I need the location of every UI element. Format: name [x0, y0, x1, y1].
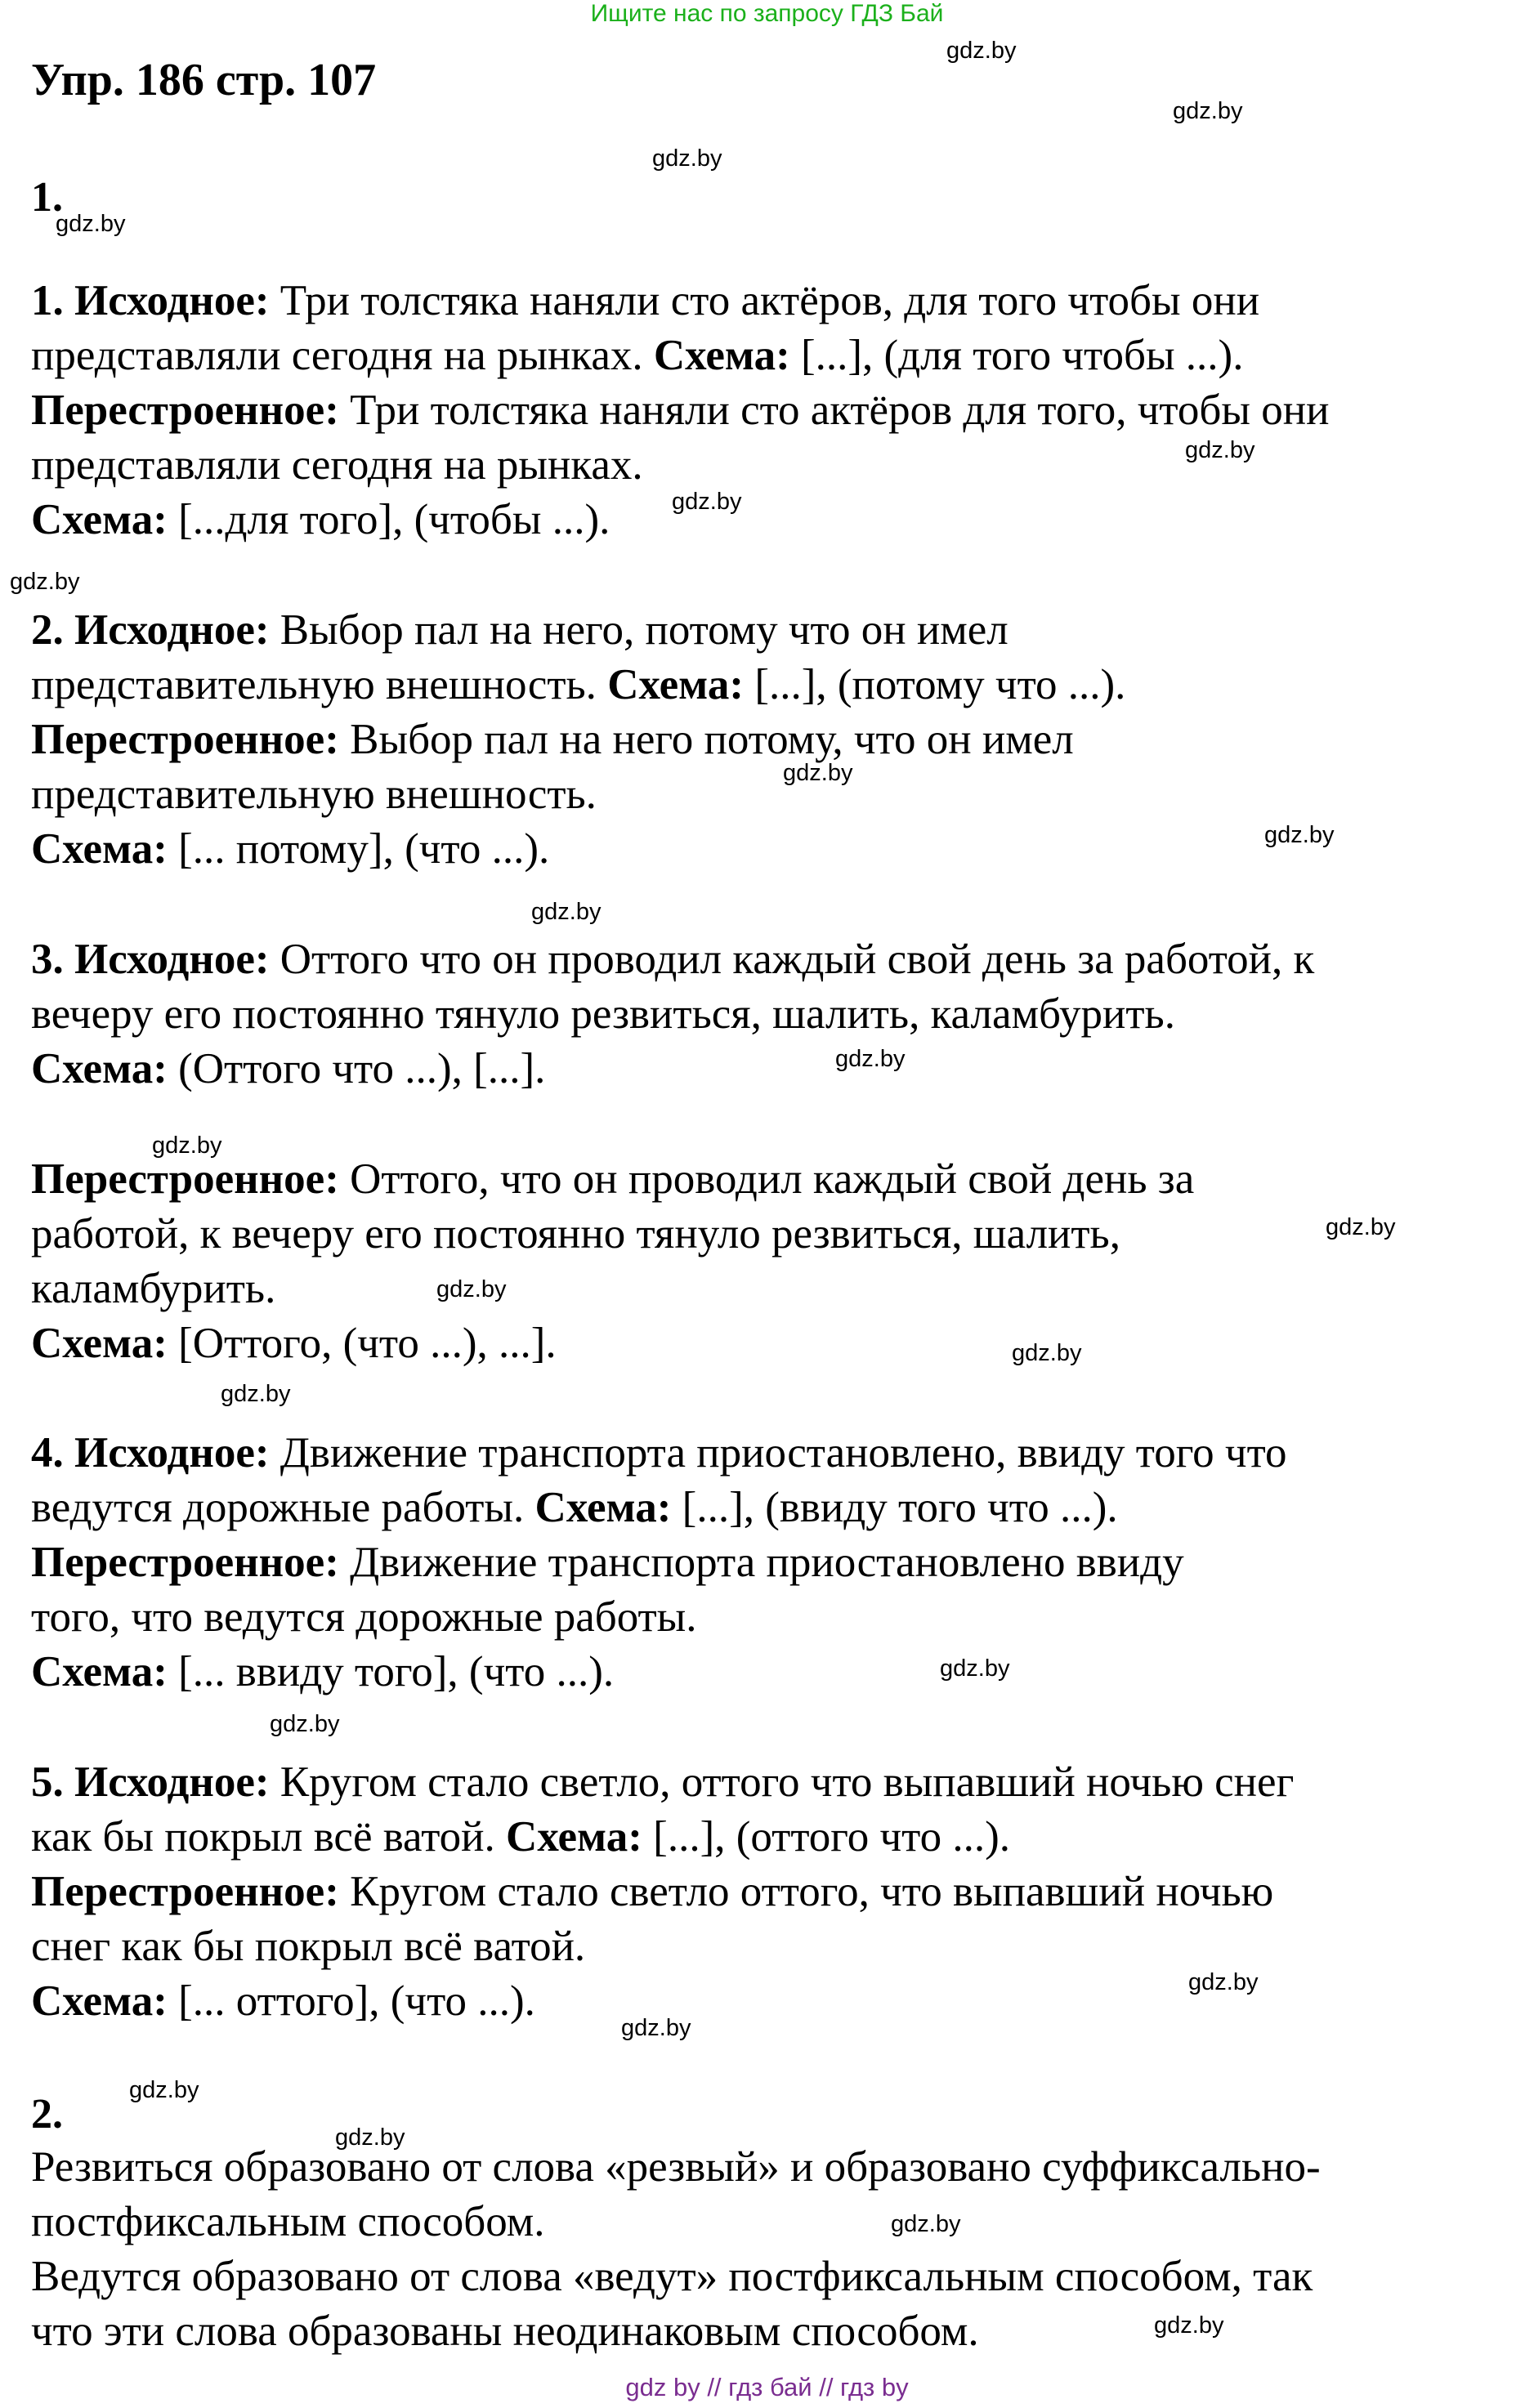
rebuilt-label: Перестроенное: [31, 1868, 339, 1915]
watermark: gdz.by [652, 145, 722, 172]
text: вечеру его постоянно тянуло резвиться, шалить, каламбурить. [31, 990, 1175, 1038]
text: Оттого что он проводил каждый свой день за работой, к [269, 936, 1315, 983]
item-number: 4. [31, 1429, 64, 1477]
item-number: 2. [31, 606, 64, 654]
item-4-original-line-1 [31, 1429, 1287, 1477]
part-2-line-2: постфиксальным способом. [31, 2198, 545, 2245]
part-2-line-1: Резвиться образовано от слова «резвый» и образовано суффиксально- [31, 2143, 1321, 2191]
text: представительную внешность. [31, 661, 608, 708]
text: Три толстяка наняли сто актёров, для того чтобы они [269, 277, 1260, 324]
scheme-label: Схема: [534, 1484, 672, 1531]
item-number: 1. [31, 277, 64, 324]
scheme-text: [... оттого], (что ...). [167, 1977, 535, 2025]
watermark: gdz.by [1185, 437, 1255, 463]
watermark: gdz.by [891, 2211, 961, 2237]
page-title: Упр. 186 стр. 107 [31, 55, 377, 105]
watermark: gdz.by [1012, 1340, 1082, 1366]
scheme-text: [...], (потому что ...). [744, 661, 1126, 708]
scheme-text: [...], (для того чтобы ...). [789, 332, 1244, 379]
watermark: gdz.by [1264, 822, 1335, 848]
rebuilt-label: Перестроенное: [31, 386, 339, 434]
original-label: Исходное: [74, 936, 270, 983]
text: Кругом стало светло оттого, что выпавший ночью [338, 1868, 1274, 1915]
text: Движение транспорта приостановлено, ввиду того что [269, 1429, 1287, 1477]
item-1-rebuilt-line-2 [31, 441, 643, 489]
watermark: gdz.by [1188, 1969, 1259, 1995]
watermark: gdz.by [1173, 98, 1243, 124]
text: представляли сегодня на рынках. [31, 332, 654, 379]
item-1-rebuilt-scheme [31, 498, 610, 542]
text: ведутся дорожные работы. [31, 1484, 535, 1531]
item-5-original-line-1 [31, 1758, 1295, 1806]
scheme-label: Схема: [653, 332, 790, 379]
scheme-label: Схема: [31, 1648, 168, 1695]
text: Выбор пал на него потому, что он имел [338, 716, 1074, 763]
rebuilt-label: Перестроенное: [31, 716, 339, 763]
item-3-rebuilt-scheme [31, 1322, 557, 1365]
item-5-rebuilt-scheme [31, 1977, 535, 2025]
item-1-original-line-1 [31, 279, 1259, 323]
item-3-rebuilt-line-2 [31, 1210, 1120, 1258]
scheme-label: Схема: [31, 1045, 168, 1092]
text: Движение транспорта приостановлено ввиду [338, 1539, 1184, 1586]
part-2-line-4: что эти слова образованы неодинаковым способом. [31, 2307, 979, 2355]
text: Выбор пал на него, потому что он имел [269, 606, 1009, 654]
text: работой, к вечеру его постоянно тянуло резвиться, шалить, [31, 1210, 1120, 1258]
watermark: gdz.by [621, 2015, 691, 2041]
text: Оттого, что он проводил каждый свой день за [338, 1155, 1195, 1203]
footer-links[interactable]: gdz by // гдз бай // гдз by [625, 2373, 909, 2401]
item-4-rebuilt-line-1 [31, 1541, 1184, 1584]
watermark: gdz.by [270, 1711, 340, 1737]
rebuilt-label: Перестроенное: [31, 1539, 339, 1586]
item-3-original-scheme [31, 1045, 546, 1092]
scheme-label: Схема: [607, 661, 745, 708]
watermark: gdz.by [436, 1276, 507, 1302]
item-2-original-line-1 [31, 606, 1009, 654]
text: представительную внешность. [31, 771, 597, 818]
watermark: gdz.by [1326, 1214, 1396, 1240]
text: представляли сегодня на рынках. [31, 441, 643, 489]
watermark: gdz.by [835, 1046, 906, 1072]
item-5-rebuilt-line-1 [31, 1870, 1273, 1914]
part-1-number: 1. [31, 174, 63, 221]
text: как бы покрыл всё ватой. [31, 1813, 507, 1861]
text: каламбурить. [31, 1265, 276, 1312]
scheme-label: Схема: [31, 1320, 168, 1367]
part-2-number: 2. [31, 2091, 63, 2138]
watermark: gdz.by [56, 211, 126, 237]
item-3-original-line-1 [31, 938, 1314, 981]
scheme-label: Схема: [506, 1813, 642, 1861]
watermark: gdz.by [783, 760, 853, 786]
text: Три толстяка наняли сто актёров для того, чтобы они [338, 386, 1330, 434]
watermark: gdz.by [672, 489, 742, 515]
text: Кругом стало светло, оттого что выпавший ночью снег [269, 1758, 1295, 1806]
item-4-rebuilt-scheme [31, 1648, 615, 1695]
scheme-text: [... ввиду того], (что ...). [167, 1648, 615, 1695]
item-1-rebuilt-line-1 [31, 386, 1330, 434]
item-3-rebuilt-line-3 [31, 1267, 275, 1311]
original-label: Исходное: [74, 277, 270, 324]
scheme-label: Схема: [31, 825, 168, 873]
watermark: gdz.by [531, 899, 602, 925]
watermark: gdz.by [221, 1381, 291, 1407]
part-2-line-3: Ведутся образовано от слова «ведут» постфиксальным способом, так [31, 2253, 1313, 2300]
rebuilt-label: Перестроенное: [31, 1155, 339, 1203]
item-2-original-line-2 [31, 663, 1125, 707]
watermark: gdz.by [940, 1655, 1010, 1682]
item-4-original-line-2 [31, 1486, 1118, 1530]
watermark: gdz.by [129, 2077, 199, 2103]
item-2-rebuilt-scheme [31, 825, 550, 873]
scheme-label: Схема: [31, 1977, 168, 2025]
scheme-text: [...для того], (чтобы ...). [167, 496, 610, 543]
item-4-rebuilt-line-2 [31, 1593, 697, 1641]
original-label: Исходное: [74, 1429, 270, 1477]
item-number: 5. [31, 1758, 64, 1806]
watermark: gdz.by [10, 569, 80, 595]
top-banner[interactable]: Ищите нас по запросу ГДЗ Бай [590, 0, 944, 27]
item-3-original-line-2 [31, 990, 1175, 1038]
scheme-text: [...], (оттого что ...). [642, 1813, 1010, 1861]
item-5-original-line-2 [31, 1813, 1010, 1861]
item-1-original-line-2 [31, 334, 1243, 378]
item-2-rebuilt-line-2 [31, 773, 597, 816]
scheme-text: [Оттого, (что ...), ...]. [167, 1320, 557, 1367]
watermark: gdz.by [946, 38, 1017, 64]
original-label: Исходное: [74, 1758, 270, 1806]
scheme-text: [...], (ввиду того что ...). [671, 1484, 1118, 1531]
scheme-label: Схема: [31, 496, 168, 543]
item-2-rebuilt-line-1 [31, 718, 1074, 762]
original-label: Исходное: [74, 606, 270, 654]
text: снег как бы покрыл всё ватой. [31, 1923, 586, 1970]
item-3-rebuilt-line-1 [31, 1155, 1195, 1203]
text: того, что ведутся дорожные работы. [31, 1593, 697, 1641]
scheme-text: (Оттого что ...), [...]. [167, 1045, 546, 1092]
item-5-rebuilt-line-2 [31, 1925, 585, 1968]
scheme-text: [... потому], (что ...). [167, 825, 550, 873]
item-number: 3. [31, 936, 64, 983]
watermark: gdz.by [1154, 2312, 1224, 2339]
watermark: gdz.by [152, 1133, 222, 1159]
watermark: gdz.by [335, 2124, 405, 2151]
